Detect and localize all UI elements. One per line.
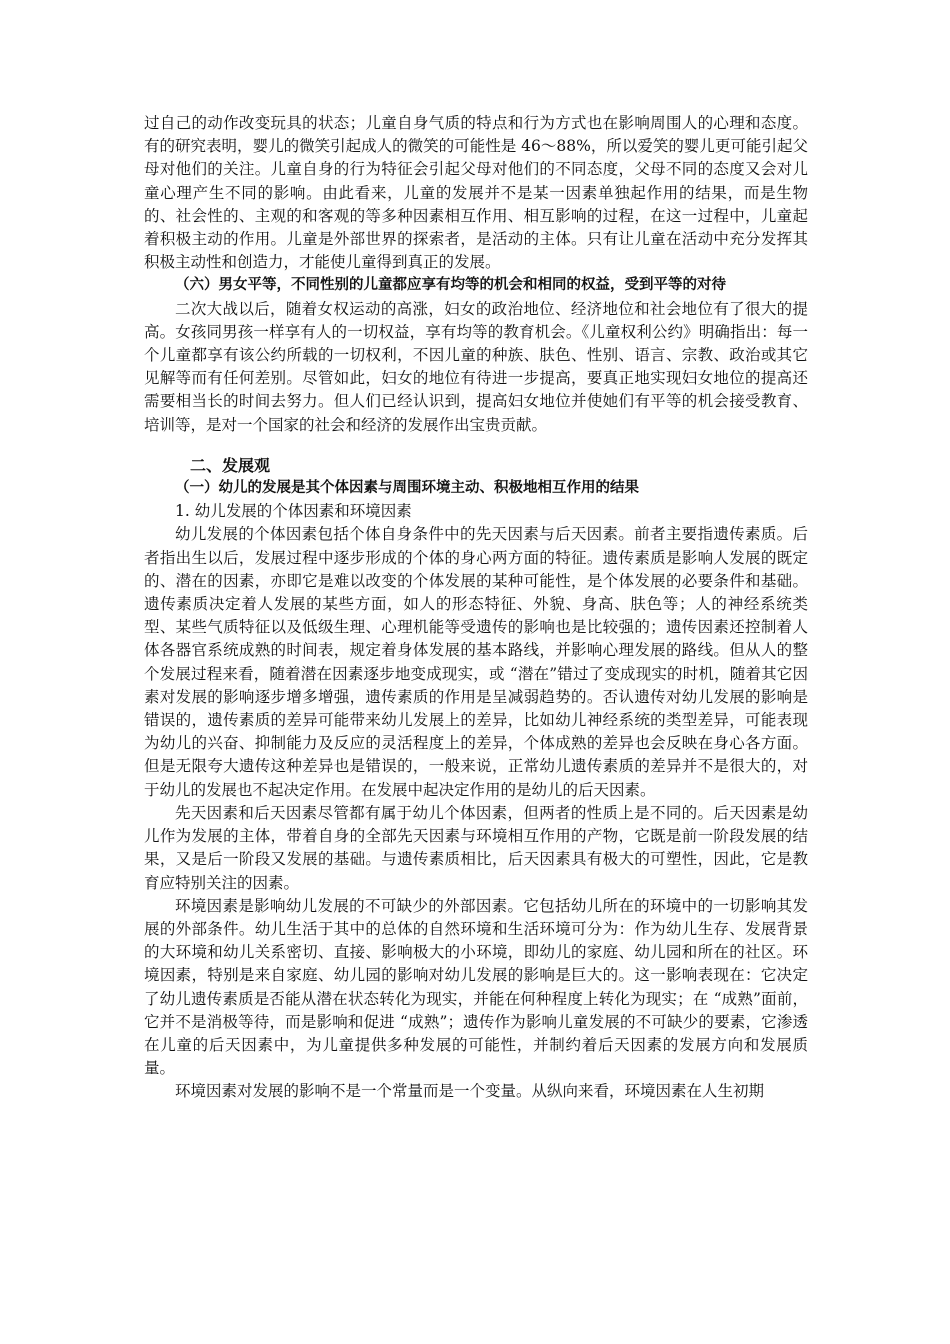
subheading-individual-environment: 1. 幼儿发展的个体因素和环境因素	[175, 502, 412, 521]
heading-gender-equality: （六）男女平等，不同性别的儿童都应享有均等的机会和相同的权益，受到平等的对待	[175, 277, 726, 294]
paragraph-environment-variable: 环境因素对发展的影响不是一个常量而是一个变量。从纵向来看，环境因素在人生初期	[175, 1082, 765, 1101]
page-content	[144, 112, 808, 1104]
paragraph-gender-equality: 二次大战以后，随着女权运动的高涨，妇女的政治地位、经济地位和社会地位有了很大的提高。女孩同男孩一样享有人的一切权益，享有均等的教育机会。《儿童权利公约》明确指出：每一个儿童都享有该公约所载的一切权利，不因儿童的种族、肤色、性别、语言、宗教、政治或其它见解等而有任何差别。尽管如此，妇女的地位有待进一步提高，要真正地实现妇女地位的提高还需要相当长的时间去努力。但人们已经认识到，提高妇女地位并使她们有平等的机会接受教育、培训等，是对一个国家的社会和经济的发展作出宝贵贡献。	[144, 299, 808, 434]
section-title-development-view: 二、发展观	[190, 455, 271, 475]
paragraph-individual-factors: 幼儿发展的个体因素包括个体自身条件中的先天因素与后天因素。前者主要指遗传素质。后者指出生以后，发展过程中逐步形成的个体的身心两方面的特征。遗传素质是影响人发展的既定的、潜在的因素，亦即它是难以改变的个体发展的某种可能性，是个体发展的必要条件和基础。遗传素质决定着人发展的某些方面，如人的形态特征、外貌、身高、肤色等；人的神经系统类型、某些气质特征以及低级生理、心理机能等受遗传的影响也是比较强的；遗传因素还控制着人体各器官系统成熟的时间表，规定着身体发展的基本路线，并影响心理发展的路线。但从人的整个发展过程来看，随着潜在因素逐步地变成现实，或 “潜在”错过了变成现实的时机，随着其它因素对发展的影响逐步增多增强，遗传素质的作用是呈减弱趋势的。否认遗传对幼儿发展的影响是错误的，遗传素质的差异可能带来幼儿发展上的差异，比如幼儿神经系统的类型差异，可能表现为幼儿的兴奋、抑制能力及反应的灵活程度上的差异，个体成熟的差异也会反映在身心各方面。但是无限夸大遗传这种差异也是错误的，一般来说，正常幼儿遗传素质的差异并不是很大的，对于幼儿的发展也不起决定作用。在发展中起决定作用的是幼儿的后天因素。	[144, 525, 808, 799]
paragraph-innate-acquired: 先天因素和后天因素尽管都有属于幼儿个体因素，但两者的性质上是不同的。后天因素是幼儿作为发展的主体，带着自身的全部先天因素与环境相互作用的产物，它既是前一阶段发展的结果，又是后一阶段又发展的基础。与遗传素质相比，后天因素具有极大的可塑性，因此，它是教育应特别关注的因素。	[144, 803, 808, 892]
paragraph-environment-factors: 环境因素是影响幼儿发展的不可缺少的外部因素。它包括幼儿所在的环境中的一切影响其发展的外部条件。幼儿生活于其中的总体的自然环境和生活环境可分为：作为幼儿生存、发展背景的大环境和幼儿关系密切、直接、影响极大的小环境，即幼儿的家庭、幼儿园和所在的社区。环境因素，特别是来自家庭、幼儿园的影响对幼儿发展的影响是巨大的。这一影响表现在：它决定了幼儿遗传素质是否能从潜在状态转化为现实，并能在何种程度上转化为现实；在 “成熟”面前，它并不是消极等待，而是影响和促进 “成熟”；遗传作为影响儿童发展的不可缺少的要素，它渗透在儿童的后天因素中，为儿童提供多种发展的可能性，并制约着后天因素的发展方向和发展质量。	[144, 896, 808, 1078]
paragraph-child-initiative: 过自己的动作改变玩具的状态；儿童自身气质的特点和行为方式也在影响周围人的心理和态度。有的研究表明，婴儿的微笑引起成人的微笑的可能性是 46～88%，所以爱笑的婴儿更可能引起父母对他们的关注。儿童自身的行为特征会引起父母对他们的不同态度，父母不同的态度又会对儿童心理产生不同的影响。由此看来，儿童的发展并不是某一因素单独起作用的结果，而是生物的、社会性的、主观的和客观的等多种因素相互作用、相互影响的过程，在这一过程中，儿童起着积极主动的作用。儿童是外部世界的探索者，是活动的主体。只有让儿童在活动中充分发挥其积极主动性和创造力，才能使儿童得到真正的发展。	[144, 114, 808, 272]
heading-development-result: （一）幼儿的发展是其个体因素与周围环境主动、积极地相互作用的结果	[175, 480, 639, 497]
